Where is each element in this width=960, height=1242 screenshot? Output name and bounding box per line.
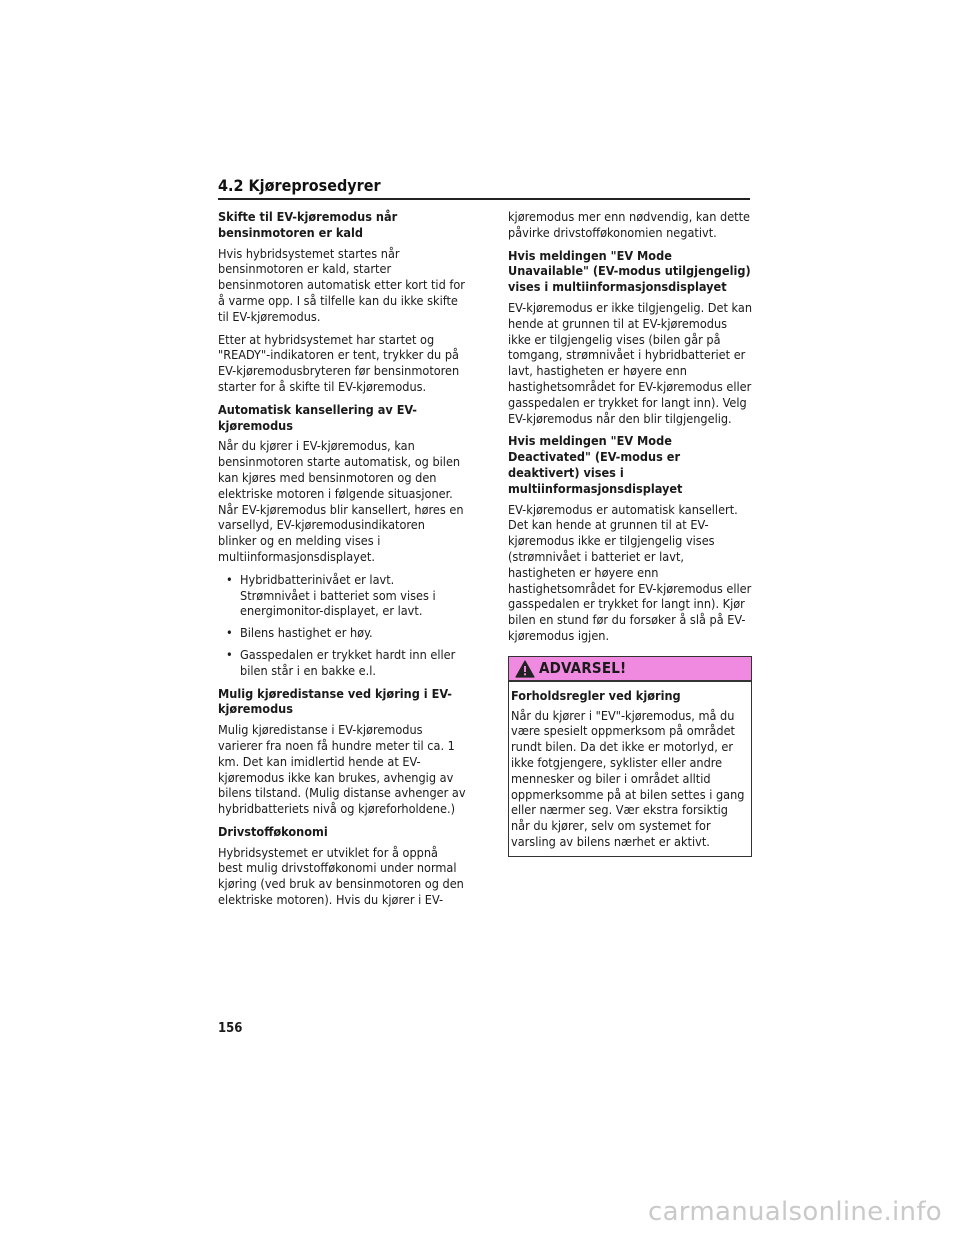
bullet-icon: • [226, 625, 233, 641]
heading-ev-deactivated: Hvis meldingen "EV Mode Deactivated" (EV-modus er deaktivert) vises i multiinformasjonsdisplayet [508, 433, 683, 496]
warning-heading: Forholdsregler ved kjøring [511, 687, 681, 703]
list-item [218, 647, 466, 679]
heading-auto-cancel: Automatisk kansellering av EV-kjøremodus [218, 401, 417, 433]
paragraph: kjøremodus mer enn nødvendig, kan dette påvirke drivstofføkonomien negativt. [508, 209, 751, 240]
heading-ev-cold-engine: Skifte til EV-kjøremodus når bensinmotoren er kald [218, 209, 398, 240]
bullet-icon: • [226, 646, 233, 662]
left-column [218, 209, 466, 915]
paragraph: Når du kjører i EV-kjøremodus, kan bensinmotoren starte automatisk, og bilen kan kjøres med bensinmotoren og den elektriske motoren i følgende situasjoner. Når EV-kjøremodus blir kansellert, høres en varsellyd, EV-kjøremodusindikatoren blinker og en melding vises i multiinformasjonsdisplayet. [218, 438, 464, 564]
paragraph: EV-kjøremodus er automatisk kansellert. Det kan hende at grunnen til at EV-kjøremodus ikke er tilgjengelig vises (strømnivået i batteriet er lavt, hastigheten er høyere enn hastighetsområdet for EV-kjøremodus eller gasspedalen er trykket for langt inn). Kjør bilen en stund før du forsøker å slå på EV-kjøremodus igjen. [508, 501, 752, 643]
warning-header [509, 657, 751, 682]
heading-driving-range: Mulig kjøredistanse ved kjøring i EV-kjøremodus [218, 685, 452, 717]
warning-text: Når du kjører i "EV"-kjøremodus, må du være spesielt oppmerksom på området rundt bilen. Da det ikke er motorlyd, er ikke fotgjengere, syklister eller andre mennesker og biler i området alltid oppmerksomme på at bilen settes i gang eller nærmer seg. Vær ekstra forsiktig når du kjører, selv om systemet for varsling av bilens nærhet er aktivt. [511, 707, 745, 849]
paragraph: EV-kjøremodus er ikke tilgjengelig. Det kan hende at grunnen til at EV-kjøremodus ikke er tilgjengelig vises (bilen går på tomgang, strømnivået i hybridbatteriet er lavt, hastigheten er høyere enn hastighetsområdet for EV-kjøremodus eller gasspedalen er trykket for langt inn). Velg EV-kjøremodus når den blir tilgjengelig. [508, 299, 753, 426]
paragraph: Etter at hybridsystemet har startet og "READY"-indikatoren er tent, trykker du på EV-kjøremodusbryteren før bensinmotoren starter for å skifte til EV-kjøremodus. [218, 331, 460, 394]
warning-triangle-icon [515, 660, 535, 678]
warning-body [509, 682, 751, 856]
watermark: carmanualsonline.info [647, 1197, 942, 1227]
list-item-text: Hybridbatterinivået er lavt. Strømnivået i batteriet som vises i energimonitor-displayet, er lavt. [240, 571, 436, 619]
paragraph: Hvis hybridsystemet startes når bensinmotoren er kald, starter bensinmotoren automatisk etter kort tid for å varme opp. I så tilfelle kan du ikke skifte til EV-kjøremodus. [218, 245, 465, 324]
bullet-icon: • [226, 571, 233, 587]
right-column [508, 209, 752, 857]
heading-fuel-economy: Drivstofføkonomi [218, 823, 328, 839]
paragraph: Mulig kjøredistanse i EV-kjøremodus varierer fra noen få hundre meter til ca. 1 km. Det kan imidlertid hende at EV-kjøremodus ikke kan brukes, avhengig av bilens tilstand. (Mulig distanse avhenger av hybridbatteriets nivå og kjøreforholdene.) [218, 722, 466, 817]
warning-box [508, 656, 752, 857]
page-number: 156 [218, 1021, 243, 1036]
list-item [218, 625, 466, 641]
paragraph: Hybridsystemet er utviklet for å oppnå best mulig drivstofføkonomi under normal kjøring (ved bruk av bensinmotoren og den elektriske motoren). Hvis du kjører i EV- [218, 844, 464, 908]
heading-ev-unavailable: Hvis meldingen "EV Mode Unavailable" (EV-modus utilgjengelig) vises i multiinformasjonsdisplayet [508, 247, 751, 295]
warning-title: ADVARSEL! [539, 658, 627, 677]
section-header: 4.2 Kjøreprosedyrer [218, 176, 750, 200]
list-item-text: Gasspedalen er trykket hardt inn eller bilen står i en bakke e.l. [240, 646, 456, 678]
bullet-list [218, 572, 466, 679]
list-item [218, 572, 466, 619]
list-item-text: Bilens hastighet er høy. [240, 625, 373, 641]
